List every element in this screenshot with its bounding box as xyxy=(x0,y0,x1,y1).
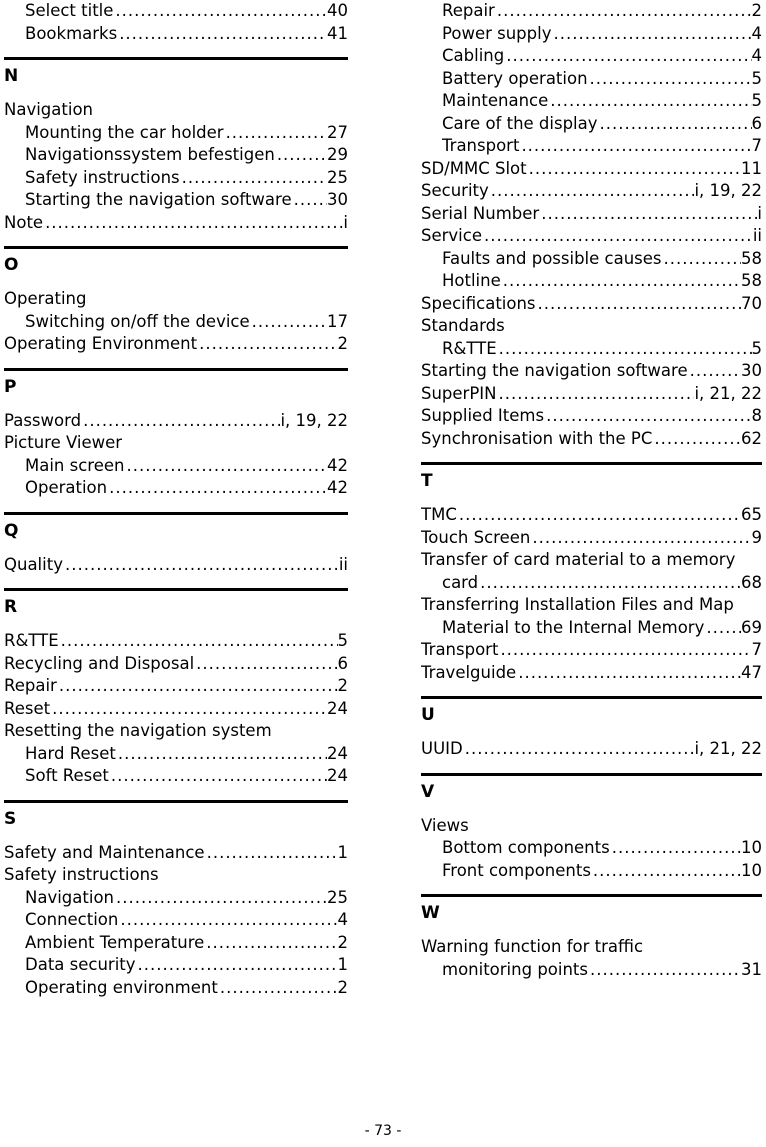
entry-page-ref: 2 xyxy=(337,676,348,695)
index-entry xyxy=(4,288,348,311)
index-subentry xyxy=(421,338,762,361)
dot-leader xyxy=(516,662,741,685)
dot-leader xyxy=(551,23,751,46)
index-entry xyxy=(421,527,762,550)
entry-page-ref: 47 xyxy=(741,662,762,682)
index-entry xyxy=(421,203,762,226)
dot-leader xyxy=(536,293,741,316)
index-subentry xyxy=(4,167,348,190)
dot-leader xyxy=(224,122,327,145)
entry-term: Picture Viewer xyxy=(4,433,123,452)
entry-page-ref: 10 xyxy=(741,838,762,857)
index-entry xyxy=(421,405,762,428)
section-letter: Q xyxy=(4,520,19,541)
dot-leader xyxy=(124,455,327,478)
section-letter: O xyxy=(4,255,19,275)
dot-leader xyxy=(588,959,741,982)
index-section xyxy=(421,450,762,684)
entry-term: Standards xyxy=(421,316,505,335)
entry-term: Operating environment xyxy=(25,977,218,997)
index-subentry xyxy=(421,959,762,982)
index-entry xyxy=(421,504,762,527)
dot-leader xyxy=(497,338,752,361)
index-section xyxy=(4,500,348,577)
entry-page-ref: 5 xyxy=(751,68,762,88)
index-section xyxy=(4,788,348,1000)
entry-term: SD/MMC Slot xyxy=(421,158,527,178)
section-letter: U xyxy=(421,705,435,725)
index-subentry xyxy=(4,954,348,977)
dot-leader xyxy=(598,113,752,136)
entry-page-ref: 5 xyxy=(751,91,762,110)
dot-leader xyxy=(292,189,327,212)
dot-leader xyxy=(527,158,741,181)
dot-leader xyxy=(57,675,338,698)
dot-leader xyxy=(81,410,280,433)
section-divider xyxy=(4,800,348,803)
section-divider xyxy=(4,512,348,515)
entry-page-ref: 30 xyxy=(327,190,348,209)
entry-page-ref: 24 xyxy=(327,698,348,718)
entry-term: Recycling and Disposal xyxy=(4,653,195,673)
entry-term: Warning function for traffic xyxy=(421,937,644,956)
entry-page-ref: i xyxy=(757,203,762,223)
dot-leader xyxy=(180,167,327,190)
entry-term: Supplied Items xyxy=(421,406,545,425)
entry-term: TMC xyxy=(421,505,457,524)
entry-term: Hard Reset xyxy=(25,743,116,763)
section-letter: R xyxy=(4,597,18,617)
entry-term: Repair xyxy=(4,676,57,695)
entry-term: Reset xyxy=(4,698,51,718)
dot-leader xyxy=(588,68,752,91)
entry-page-ref: 29 xyxy=(327,145,348,164)
index-subentry xyxy=(421,617,762,640)
index-subentry xyxy=(421,270,762,293)
index-entry xyxy=(421,738,762,761)
entry-page-ref: 24 xyxy=(327,743,348,763)
index-section xyxy=(421,761,762,883)
entry-term: Service xyxy=(421,226,482,245)
entry-term: Security xyxy=(421,181,489,200)
entry-term: UUID xyxy=(421,739,463,758)
index-subentry xyxy=(4,765,348,788)
entry-term: Safety and Maintenance xyxy=(4,842,205,862)
entry-term: Cabling xyxy=(442,46,505,65)
entry-page-ref: 4 xyxy=(751,46,762,65)
index-column-right xyxy=(421,0,762,981)
dot-leader xyxy=(498,639,751,662)
index-subentry xyxy=(421,0,762,23)
index-entry xyxy=(421,180,762,203)
dot-leader xyxy=(495,0,752,23)
entry-term: Main screen xyxy=(25,455,125,475)
entry-page-ref: 65 xyxy=(741,505,762,524)
entry-page-ref: 62 xyxy=(741,428,762,448)
entry-term: Hotline xyxy=(442,271,501,290)
entry-page-ref: 68 xyxy=(741,572,762,592)
dot-leader xyxy=(704,617,741,640)
dot-leader xyxy=(205,842,338,865)
entry-page-ref: 58 xyxy=(741,271,762,290)
dot-leader xyxy=(504,45,751,68)
index-section xyxy=(4,234,348,356)
entry-term: Select title xyxy=(25,1,114,20)
entry-page-ref: 2 xyxy=(337,932,348,952)
dot-leader xyxy=(530,527,751,550)
entry-term: monitoring points xyxy=(442,959,588,979)
entry-term: Transport xyxy=(421,640,499,659)
section-divider xyxy=(421,696,762,699)
index-section xyxy=(421,684,762,761)
section-divider xyxy=(4,57,348,60)
entry-page-ref: i, 21, 22 xyxy=(694,739,762,758)
entry-page-ref: 27 xyxy=(327,122,348,142)
index-section xyxy=(4,576,348,788)
dot-leader xyxy=(457,504,741,527)
index-entry xyxy=(4,333,348,356)
index-entry xyxy=(421,594,762,617)
dot-leader xyxy=(275,144,327,167)
entry-term: Resetting the navigation system xyxy=(4,721,272,740)
entry-term: Care of the display xyxy=(442,113,598,133)
entry-page-ref: 7 xyxy=(751,136,762,155)
index-subentry xyxy=(4,23,348,46)
dot-leader xyxy=(489,180,695,203)
index-subentry xyxy=(421,23,762,46)
dot-leader xyxy=(117,23,327,46)
index-entry xyxy=(421,639,762,662)
index-entry xyxy=(4,410,348,433)
index-subentry xyxy=(4,743,348,766)
dot-leader xyxy=(50,698,327,721)
dot-leader xyxy=(113,0,327,23)
index-entry xyxy=(421,293,762,316)
index-subentry xyxy=(421,572,762,595)
entry-page-ref: 9 xyxy=(751,527,762,547)
entry-term: card xyxy=(442,572,479,592)
section-letter: T xyxy=(421,471,433,491)
entry-term: Starting the navigation software xyxy=(421,361,688,380)
entry-page-ref: 24 xyxy=(327,766,348,785)
index-entry xyxy=(4,675,348,698)
entry-term: Quality xyxy=(4,554,63,574)
entry-term: R&TTE xyxy=(442,338,497,358)
index-subentry xyxy=(421,68,762,91)
entry-term: Navigationssystem befestigen xyxy=(25,145,275,164)
entry-term: SuperPIN xyxy=(421,383,497,403)
entry-page-ref: 2 xyxy=(751,1,762,20)
entry-term: Front components xyxy=(442,860,591,880)
dot-leader xyxy=(43,212,343,235)
entry-page-ref: 31 xyxy=(741,959,762,979)
entry-term: Navigation xyxy=(4,100,93,119)
index-subentry xyxy=(421,113,762,136)
index-subentry xyxy=(421,860,762,883)
section-letter: N xyxy=(4,66,19,86)
entry-term: Soft Reset xyxy=(25,766,109,785)
entry-term: Navigation xyxy=(25,887,114,907)
index-entry xyxy=(421,315,762,338)
dot-leader xyxy=(59,630,338,653)
entry-page-ref: i, 19, 22 xyxy=(280,410,348,430)
index-section xyxy=(4,356,348,500)
index-entry xyxy=(4,653,348,676)
entry-term: Views xyxy=(421,815,469,835)
index-subentry xyxy=(4,477,348,500)
index-subentry xyxy=(4,0,348,23)
index-entry xyxy=(4,554,348,577)
entry-page-ref: 4 xyxy=(751,23,762,43)
entry-term: Synchronisation with the PC xyxy=(421,428,653,448)
entry-term: Travelguide xyxy=(421,662,517,682)
entry-page-ref: ii xyxy=(338,554,348,574)
dot-leader xyxy=(136,954,338,977)
entry-page-ref: 41 xyxy=(327,23,348,43)
entry-term: Safety instructions xyxy=(4,865,159,884)
entry-page-ref: 40 xyxy=(327,1,348,20)
entry-page-ref: 5 xyxy=(751,338,762,358)
entry-page-ref: i, 21, 22 xyxy=(694,383,762,403)
index-subentry xyxy=(421,837,762,860)
section-divider xyxy=(4,368,348,371)
section-divider xyxy=(421,894,762,897)
dot-leader xyxy=(218,977,338,1000)
index-entry xyxy=(4,864,348,887)
dot-leader xyxy=(114,887,327,910)
dot-leader xyxy=(539,203,757,226)
dot-leader xyxy=(548,90,751,113)
dot-leader xyxy=(610,837,741,860)
index-subentry xyxy=(4,887,348,910)
index-subentry xyxy=(4,189,348,212)
dot-leader xyxy=(118,909,337,932)
entry-page-ref: i, 19, 22 xyxy=(694,181,762,200)
entry-term: Specifications xyxy=(421,293,536,313)
index-entry xyxy=(421,815,762,838)
entry-page-ref: 30 xyxy=(741,361,762,380)
entry-term: Maintenance xyxy=(442,91,549,110)
index-entry xyxy=(4,432,348,455)
entry-page-ref: 17 xyxy=(327,311,348,331)
entry-term: Switching on/off the device xyxy=(25,311,250,331)
entry-page-ref: 69 xyxy=(741,617,762,637)
entry-term: R&TTE xyxy=(4,631,59,650)
index-subentry xyxy=(4,144,348,167)
entry-page-ref: 25 xyxy=(327,167,348,187)
entry-page-ref: 1 xyxy=(337,955,348,974)
entry-term: Password xyxy=(4,410,82,430)
index-subentry xyxy=(421,135,762,158)
entry-page-ref: i xyxy=(343,212,348,232)
section-divider xyxy=(421,462,762,465)
index-subentry xyxy=(421,90,762,113)
section-divider xyxy=(421,773,762,776)
entry-page-ref: 2 xyxy=(337,334,348,353)
entry-page-ref: 5 xyxy=(337,631,348,650)
dot-leader xyxy=(662,248,741,271)
dot-leader xyxy=(463,738,695,761)
index-section xyxy=(4,45,348,234)
index-entry xyxy=(421,383,762,406)
dot-leader xyxy=(478,572,741,595)
index-entry xyxy=(421,158,762,181)
dot-leader xyxy=(250,311,327,334)
dot-leader xyxy=(204,932,337,955)
dot-leader xyxy=(497,383,695,406)
entry-term: Connection xyxy=(25,910,119,929)
entry-term: Bookmarks xyxy=(25,23,118,43)
entry-term: Mounting the car holder xyxy=(25,122,224,142)
entry-term: Transfer of card material to a memory xyxy=(421,550,736,569)
entry-term: Battery operation xyxy=(442,68,588,88)
entry-term: Data security xyxy=(25,955,136,974)
entry-term: Faults and possible causes xyxy=(442,248,662,268)
index-column-left xyxy=(4,0,348,999)
entry-term: Note xyxy=(4,212,44,232)
dot-leader xyxy=(652,428,741,451)
section-divider xyxy=(4,246,348,249)
index-entry xyxy=(4,842,348,865)
entry-term: Safety instructions xyxy=(25,167,180,187)
entry-page-ref: 10 xyxy=(741,860,762,880)
index-entry xyxy=(4,720,348,743)
dot-leader xyxy=(194,653,337,676)
section-letter: V xyxy=(421,781,435,802)
section-letter: P xyxy=(4,376,17,397)
index-subentry xyxy=(4,932,348,955)
entry-page-ref: 11 xyxy=(741,158,762,178)
entry-page-ref: 58 xyxy=(741,248,762,268)
dot-leader xyxy=(519,135,751,158)
section-letter: S xyxy=(4,808,17,829)
index-section xyxy=(421,882,762,981)
entry-term: Repair xyxy=(442,1,495,20)
dot-leader xyxy=(116,743,327,766)
entry-term: Serial Number xyxy=(421,203,540,223)
index-entry xyxy=(421,662,762,685)
index-entry xyxy=(4,630,348,653)
dot-leader xyxy=(197,333,337,356)
entry-term: Ambient Temperature xyxy=(25,932,205,952)
index-subentry xyxy=(4,909,348,932)
entry-page-ref: 2 xyxy=(337,977,348,997)
dot-leader xyxy=(482,225,753,248)
index-entry xyxy=(421,549,762,572)
index-subentry xyxy=(421,248,762,271)
index-subentry xyxy=(4,977,348,1000)
index-entry xyxy=(4,212,348,235)
entry-term: Material to the Internal Memory xyxy=(442,617,705,637)
page-number: - 73 - xyxy=(364,1123,402,1139)
entry-page-ref: 42 xyxy=(327,455,348,475)
dot-leader xyxy=(109,765,327,788)
section-letter: W xyxy=(421,903,440,923)
entry-page-ref: 42 xyxy=(327,478,348,497)
entry-term: Power supply xyxy=(442,23,552,43)
index-entry xyxy=(421,225,762,248)
entry-term: Operating Environment xyxy=(4,334,198,353)
index-subentry xyxy=(4,311,348,334)
dot-leader xyxy=(688,360,741,383)
entry-term: Starting the navigation software xyxy=(25,190,292,209)
index-subentry xyxy=(4,455,348,478)
index-entry xyxy=(421,428,762,451)
entry-page-ref: 7 xyxy=(751,640,762,659)
entry-page-ref: 8 xyxy=(751,406,762,425)
index-entry xyxy=(4,99,348,122)
dot-leader xyxy=(63,554,339,577)
index-entry xyxy=(4,698,348,721)
entry-term: Transferring Installation Files and Map xyxy=(421,595,734,614)
entry-term: Operation xyxy=(25,478,108,497)
dot-leader xyxy=(591,860,741,883)
dot-leader xyxy=(544,405,751,428)
entry-page-ref: 25 xyxy=(327,887,348,907)
entry-page-ref: 6 xyxy=(337,653,348,673)
dot-leader xyxy=(501,270,741,293)
entry-page-ref: 4 xyxy=(337,910,348,929)
entry-term: Bottom components xyxy=(442,838,610,857)
dot-leader xyxy=(107,477,327,500)
section-divider xyxy=(4,588,348,591)
entry-page-ref: 1 xyxy=(337,842,348,862)
entry-page-ref: 70 xyxy=(741,293,762,313)
entry-term: Touch Screen xyxy=(421,527,531,547)
entry-page-ref: ii xyxy=(752,226,762,245)
index-entry xyxy=(421,936,762,959)
index-subentry xyxy=(4,122,348,145)
index-subentry xyxy=(421,45,762,68)
entry-term: Operating xyxy=(4,289,87,308)
entry-page-ref: 6 xyxy=(751,113,762,133)
index-entry xyxy=(421,360,762,383)
entry-term: Transport xyxy=(442,136,520,155)
